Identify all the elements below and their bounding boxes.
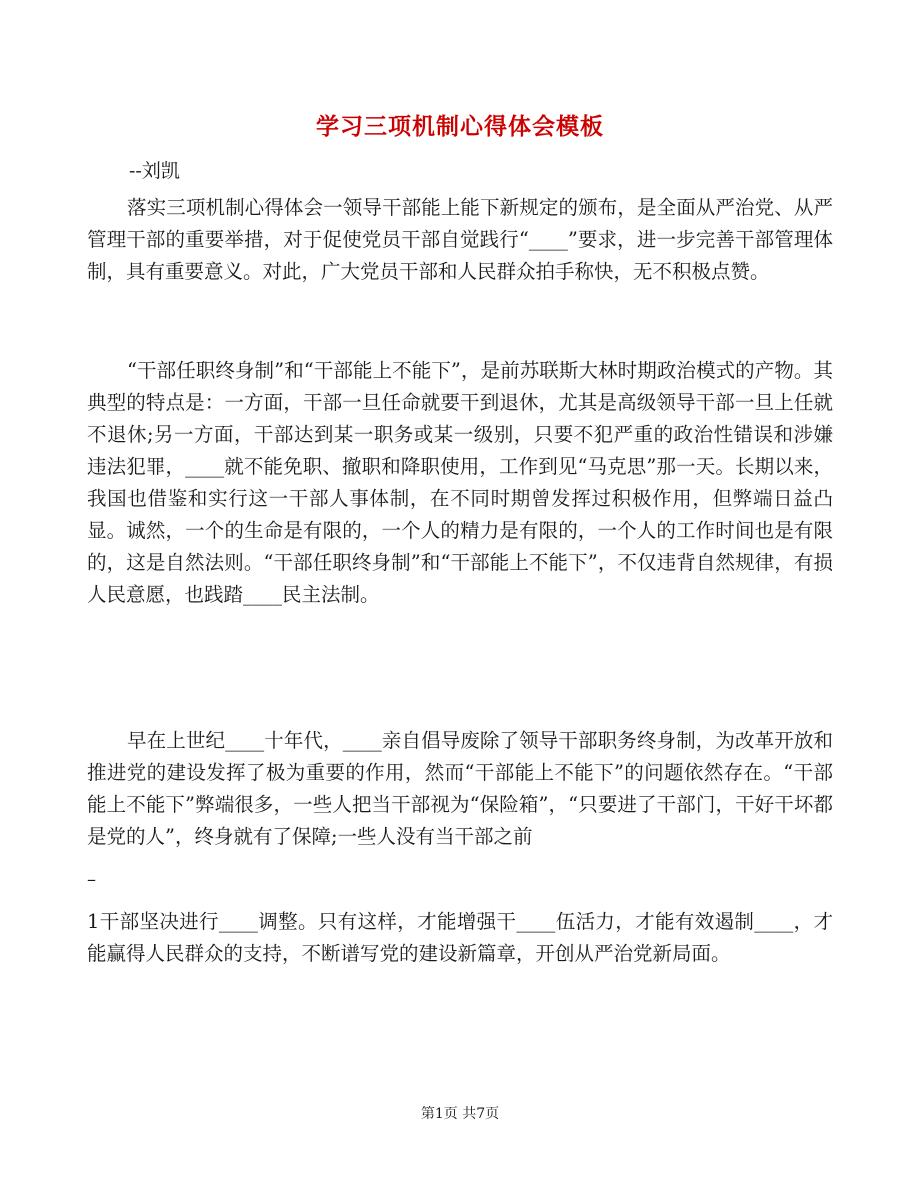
- dash-mark: –: [87, 869, 96, 890]
- paragraph-2: “干部任职终身制”和“干部能上不能下”，是前苏联斯大林时期政治模式的产物。其典型的特点是：一方面，干部一旦任命就要干到退休，尤其是高级领导干部一旦上任就不退休;另一方面，干部达到某一职务或某一级别，只要不犯严重的政治性错误和涉嫌违法犯罪，____就不能免职、撤职和降职使用，工作到见“马克思”那一天。长期以来，我国也借鉴和实行这一干部人事体制，在不同时期曾发挥过积极作用，但弊端日益凸显。诚然，一个的生命是有限的，一个人的精力是有限的，一个人的工作时间也是有限的，这是自然法则。“干部任职终身制”和“干部能上不能下”，不仅违背自然规律，有损人民意愿，也践踏____民主法制。: [87, 359, 833, 606]
- paragraph-continuation: 1干部坚决进行____调整。只有这样，才能增强干____伍活力，才能有效遏制____，才能赢得人民群众的支持，不断谱写党的建设新篇章，开创从严治党新局面。: [87, 910, 833, 965]
- paragraph-1: 落实三项机制心得体会一领导干部能上能下新规定的颁布，是全面从严治党、从严管理干部的重要举措，对于促使党员干部自觉践行“____”要求，进一步完善干部管理体制，具有重要意义。对此，广大党员干部和人民群众拍手称快，无不积极点赞。: [87, 196, 833, 283]
- author-line: --刘凯: [129, 160, 180, 182]
- document-title: 学习三项机制心得体会模板: [316, 114, 604, 140]
- page-number-footer: 第1页 共7页: [420, 1106, 500, 1122]
- paragraph-3: 早在上世纪____十年代，____亲自倡导废除了领导干部职务终身制，为改革开放和推进党的建设发挥了极为重要的作用，然而“干部能上不能下”的问题依然存在。“干部能上不能下”弊端很多，一些人把当干部视为“保险箱”，“只要进了干部门，干好干坏都是党的人”，终身就有了保障;一些人没有当干部之前: [87, 729, 833, 848]
